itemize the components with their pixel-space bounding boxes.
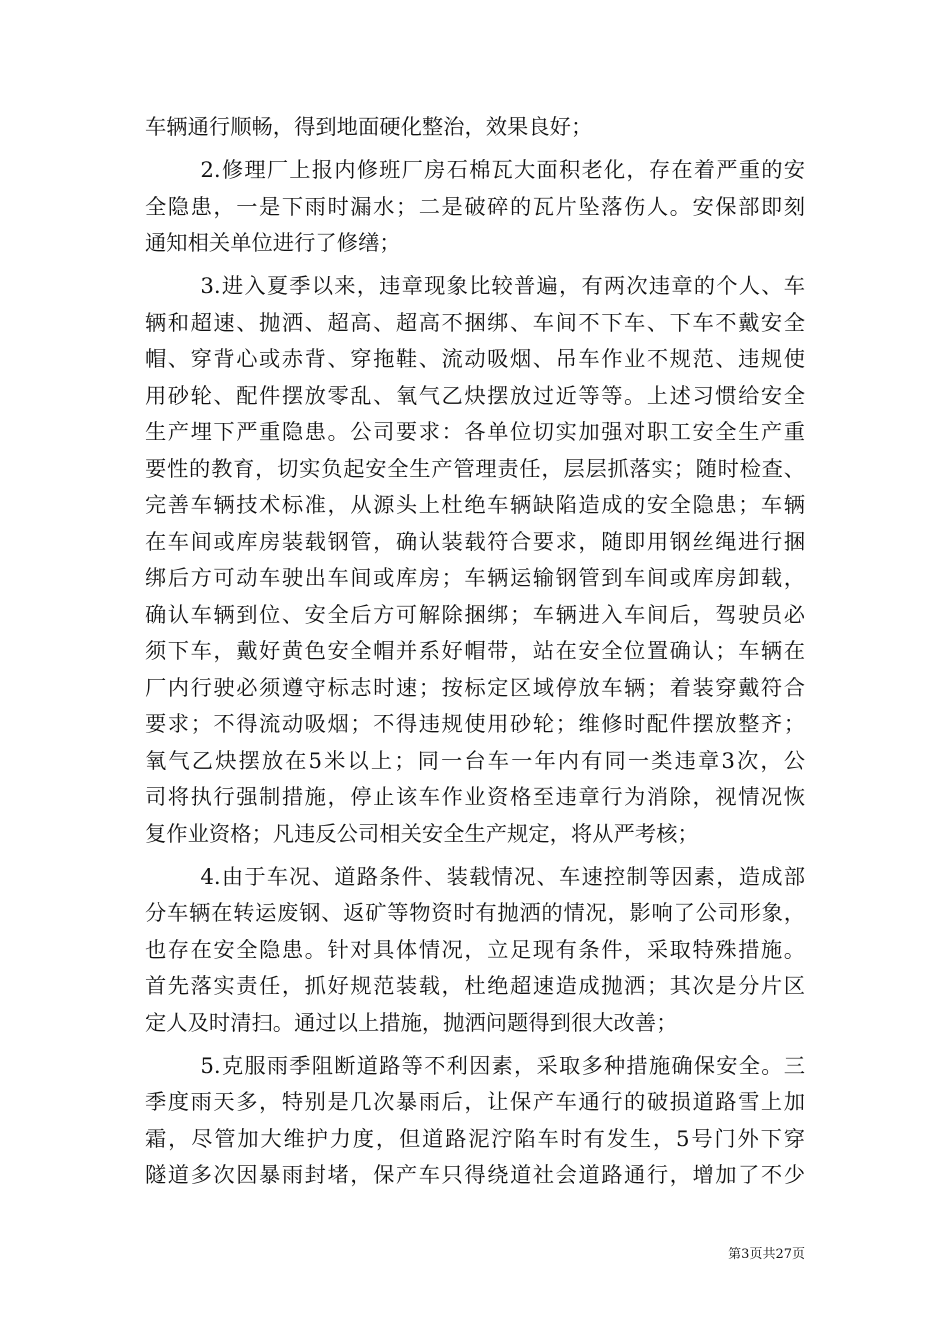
text-line: 司将执行强制措施，停止该车作业资格至违章行为消除，视情况恢 xyxy=(145,785,805,810)
text-line: 隧道多次因暴雨封堵，保产车只得绕道社会道路通行，增加了不少 xyxy=(145,1163,805,1188)
text-line: 首先落实责任，抓好规范装载，杜绝超速造成抛洒；其次是分片区 xyxy=(145,974,805,999)
text-line: 季度雨天多，特别是几次暴雨后，让保产车通行的破损道路雪上加 xyxy=(145,1090,805,1115)
text-line: 2.修理厂上报内修班厂房石棉瓦大面积老化，存在着严重的安 xyxy=(200,158,805,183)
text-line: 要性的教育，切实负起安全生产管理责任，层层抓落实；随时检查、 xyxy=(145,456,805,482)
text-line: 氧气乙炔摆放在5米以上；同一台车一年内有同一类违章3次，公 xyxy=(145,748,805,774)
text-line: 复作业资格；凡违反公司相关安全生产规定，将从严考核； xyxy=(145,821,699,847)
text-line: 要求；不得流动吸烟；不得违规使用砂轮；维修时配件摆放整齐； xyxy=(145,712,805,737)
paragraph-4 xyxy=(145,860,805,1043)
text-line: 用砂轮、配件摆放零乱、氧气乙炔摆放过近等等。上述习惯给安全 xyxy=(145,383,805,409)
paragraph-3 xyxy=(145,269,805,853)
text-line: 辆和超速、抛洒、超高、超高不捆绑、车间不下车、下车不戴安全 xyxy=(145,310,805,336)
paragraph-5 xyxy=(145,1049,805,1195)
text-line: 确认车辆到位、安全后方可解除捆绑；车辆进入车间后，驾驶员必 xyxy=(145,602,805,628)
document-body xyxy=(145,110,805,1195)
text-line: 帽、穿背心或赤背、穿拖鞋、流动吸烟、吊车作业不规范、违规使 xyxy=(145,347,805,372)
text-line: 全隐患，一是下雨时漏水；二是破碎的瓦片坠落伤人。安保部即刻 xyxy=(145,194,805,220)
text-line: 厂内行驶必须遵守标志时速；按标定区域停放车辆；着装穿戴符合 xyxy=(145,675,805,701)
text-line: 通知相关单位进行了修缮； xyxy=(145,231,401,256)
paragraph-1 xyxy=(145,110,805,147)
text-line: 3.进入夏季以来，违章现象比较普遍，有两次违章的个人、车 xyxy=(200,274,805,299)
text-line: 须下车，戴好黄色安全帽并系好帽带，站在安全位置确认；车辆在 xyxy=(145,639,805,664)
text-line: 4.由于车况、道路条件、装载情况、车速控制等因素，造成部 xyxy=(200,864,805,890)
text-line: 绑后方可动车驶出车间或库房；车辆运输钢管到车间或库房卸载， xyxy=(145,566,805,591)
text-line: 在车间或库房装载钢管，确认装载符合要求，随即用钢丝绳进行捆 xyxy=(145,529,805,555)
text-line: 也存在安全隐患。针对具体情况，立足现有条件，采取特殊措施。 xyxy=(145,937,805,963)
text-line: 车辆通行顺畅，得到地面硬化整治，效果良好； xyxy=(145,115,593,140)
text-line: 5.克服雨季阻断道路等不利因素，采取多种措施确保安全。三 xyxy=(200,1053,805,1079)
text-line: 霜，尽管加大维护力度，但道路泥泞陷车时有发生，5号门外下穿 xyxy=(145,1126,805,1152)
text-line: 分车辆在转运废钢、返矿等物资时有抛洒的情况，影响了公司形象， xyxy=(145,901,805,926)
text-line: 完善车辆技术标准，从源头上杜绝车辆缺陷造成的安全隐患；车辆 xyxy=(145,493,805,518)
text-line: 生产埋下严重隐患。公司要求：各单位切实加强对职工安全生产重 xyxy=(145,420,805,445)
page-number-footer: 第3页共27页 xyxy=(728,1247,805,1262)
paragraph-2 xyxy=(145,153,805,263)
text-line: 定人及时清扫。通过以上措施，抛洒问题得到很大改善； xyxy=(145,1010,678,1036)
